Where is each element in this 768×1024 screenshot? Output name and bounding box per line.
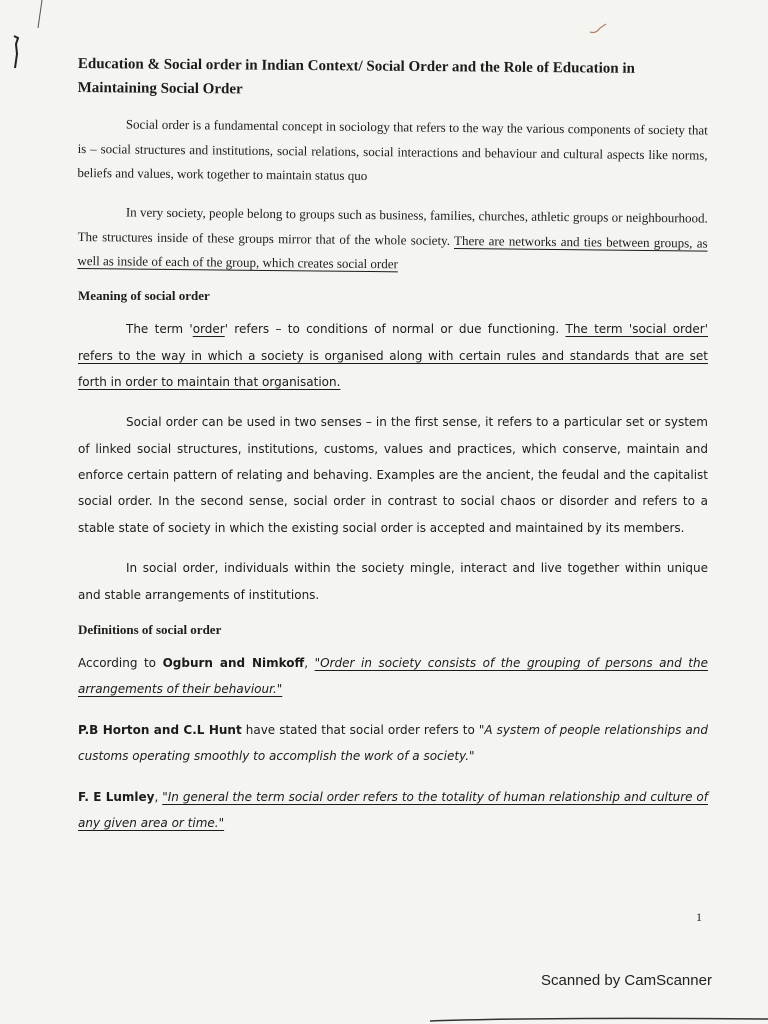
pen-tick-mark (588, 22, 608, 36)
intro-paragraph-1: Social order is a fundamental concept in sociology that refers to the way the various components of society that is – social structures and institutions, social relations, social interactions and behaviour and cultural aspects like norms, beliefs and values, work together to maintain status quo (77, 116, 708, 184)
definition-horton-hunt (78, 717, 708, 770)
document-body (78, 52, 708, 850)
meaning-term-order: order (192, 322, 225, 337)
intro-paragraph-2-underlined: There are networks and ties between groups, as well as inside of each of the group, which creates social order (77, 232, 708, 272)
meaning-term-prefix: The term ' (126, 322, 193, 337)
definition-1-author: Ogburn and Nimkoff (162, 656, 305, 671)
meaning-social-order-definition: The term 'social order' refers to the way in which a society is organised along with certain rules and standards that are set forth in order to maintain that organisation. (78, 322, 708, 389)
definition-2-author: P.B Horton and C.L Hunt (78, 722, 242, 737)
definition-3-quote: "In general the term social order refers to the totality of human relationship and culture of any given area or time." (78, 789, 708, 830)
meaning-term-suffix: ' refers – to conditions of normal or due functioning. (224, 322, 566, 337)
scan-corner-mark (37, 0, 43, 30)
staple-mark (12, 34, 20, 70)
definition-lumley (78, 784, 708, 837)
definition-2-quote: "A system of people relationships and customs operating smoothly to accomplish the work of a society." (78, 722, 708, 764)
scanner-watermark: Scanned by CamScanner (541, 972, 712, 989)
meaning-paragraph-2: Social order can be used in two senses – in the first sense, it refers to a particular set or system of linked social structures, institutions, customs, values and practices, which conserve, maintain and enforce certain pattern of relating and behaving. Examples are the ancient, the feudal and the capitalist social order. In the second sense, social order in contrast to social chaos or disorder and refers to a stable state of society in which the existing social order is accepted and maintained by its members. (78, 415, 708, 535)
definition-1-separator: , (304, 656, 315, 671)
meaning-paragraph-3: In social order, individuals within the society mingle, interact and live together within unique and stable arrangements of institutions. (78, 561, 708, 602)
definition-2-text: have stated that social order refers to (241, 722, 479, 737)
intro-paragraph-2 (77, 200, 708, 281)
definition-1-lead: According to (78, 656, 163, 671)
definitions-heading: Definitions of social order (78, 622, 222, 638)
definition-3-separator: , (154, 789, 163, 804)
scan-bottom-edge (430, 1013, 768, 1024)
definition-ogburn-nimkoff (78, 650, 708, 703)
definition-1-quote: "Order in society consists of the grouping of persons and the arrangements of their behaviour." (78, 656, 708, 697)
page-number: 1 (696, 910, 702, 924)
definition-3-author: F. E Lumley (78, 789, 155, 804)
page-title: Education & Social order in Indian Context/ Social Order and the Role of Education in Maintaining Social Order (77, 55, 635, 98)
meaning-heading: Meaning of social order (78, 288, 210, 304)
meaning-paragraph-1 (78, 316, 708, 395)
intro-paragraph-2-text: In very society, people belong to groups such as business, families, churches, athletic groups or neighbourhood. The structures inside of these groups mirror that of the whole society. (77, 204, 708, 248)
